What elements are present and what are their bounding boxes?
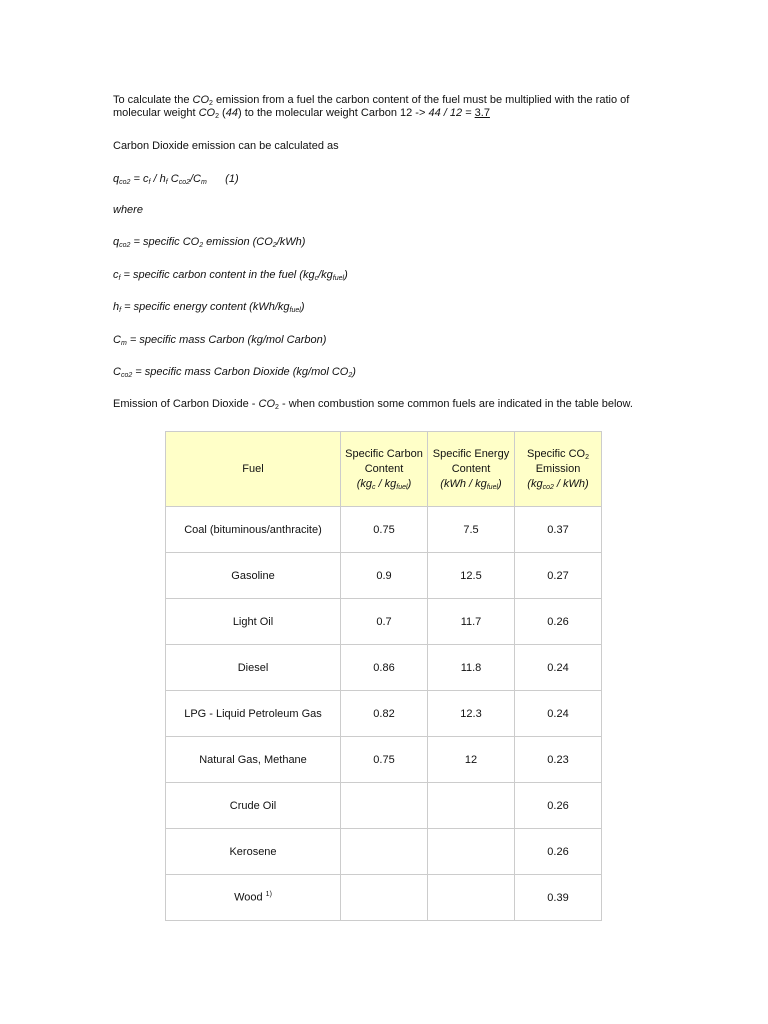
- cell-carbon: 0.9: [341, 553, 428, 599]
- cell-co2: 0.26: [515, 829, 602, 875]
- cell-energy: [428, 829, 515, 875]
- ratio-text: 44 / 12 =: [428, 107, 475, 119]
- cell-co2: 0.26: [515, 599, 602, 645]
- ratio-result: 3.7: [474, 107, 490, 119]
- cell-fuel: Gasoline: [166, 553, 341, 599]
- cell-energy: 11.7: [428, 599, 515, 645]
- cell-carbon: 0.75: [341, 737, 428, 783]
- cell-carbon: 0.86: [341, 645, 428, 691]
- footnote-marker: 1): [265, 891, 272, 899]
- calc-line: Carbon Dioxide emission can be calculated as: [113, 140, 339, 152]
- cell-fuel: Kerosene: [166, 829, 341, 875]
- co2-subscript-2: 2: [215, 113, 219, 120]
- cell-fuel: Diesel: [166, 645, 341, 691]
- emission-intro: Emission of Carbon Dioxide - $CO_2$ - when combustion some common fuels are indicated in the table below.: [113, 398, 633, 411]
- fuel-emission-table: [165, 431, 602, 921]
- intro-text-b: emission from a fuel the carbon content of the fuel must be multiplied with the ratio of molecular weight: [113, 94, 630, 119]
- cell-energy: 12.5: [428, 553, 515, 599]
- cell-energy: [428, 783, 515, 829]
- cell-carbon: 0.7: [341, 599, 428, 645]
- def-q: $q_{co2}$ = specific $CO_2$ emission $(CO_2/kWh)$: [113, 236, 306, 249]
- where-label: where: [113, 204, 143, 216]
- def-h: $h_f$ = specific energy content $(kWh/kg_{fuel})$: [113, 301, 305, 314]
- co2-term: CO: [192, 94, 209, 106]
- intro-text-c: to the molecular weight Carbon 12 ->: [241, 107, 429, 119]
- cell-co2: 0.26: [515, 783, 602, 829]
- cell-co2: 0.27: [515, 553, 602, 599]
- header-carbon-content: Specific Carbon Content $(kg_c / kg_{fuel})$: [341, 432, 428, 507]
- table-row: [166, 783, 602, 829]
- cell-carbon: [341, 875, 428, 921]
- molecular-weight: 44: [225, 107, 238, 119]
- cell-carbon: [341, 783, 428, 829]
- cell-carbon: 0.82: [341, 691, 428, 737]
- table-row: [166, 691, 602, 737]
- cell-co2: 0.37: [515, 507, 602, 553]
- equation: $q_{co2} = c_f / h_f$ $C_{co2}/C_m$ (1): [113, 173, 239, 186]
- cell-energy: 12: [428, 737, 515, 783]
- cell-energy: 11.8: [428, 645, 515, 691]
- intro-text-a: To calculate the: [113, 94, 193, 106]
- cell-fuel: Light Oil: [166, 599, 341, 645]
- cell-fuel: Crude Oil: [166, 783, 341, 829]
- cell-co2: 0.23: [515, 737, 602, 783]
- header-co2-emission: Specific $CO_2$ Emission $(kg_{co2} / kWh)$: [515, 432, 602, 507]
- table-row: [166, 737, 602, 783]
- co2-term-2: CO: [198, 107, 216, 119]
- equation-number: (1): [225, 173, 239, 185]
- def-cco2: $C_{co2}$ = specific mass Carbon Dioxide (kg/mol $CO_2$): [113, 366, 356, 379]
- cell-fuel: Wood $^{1)}$: [166, 875, 341, 921]
- cell-co2: 0.24: [515, 645, 602, 691]
- cell-co2: 0.39: [515, 875, 602, 921]
- co2-subscript: 2: [209, 100, 213, 107]
- table-row: [166, 875, 602, 921]
- intro-paragraph: To calculate the $CO_2$ emission from a fuel the carbon content of the fuel must be multiplied with the ratio of molecular weight $CO_2$ (44) to the molecular weight Carbon 12 -> 44 / 12 = 3.7: [113, 94, 630, 120]
- cell-carbon: 0.75: [341, 507, 428, 553]
- cell-energy: [428, 875, 515, 921]
- header-energy-content: Specific Energy Content $(kWh / kg_{fuel})$: [428, 432, 515, 507]
- table-row: [166, 645, 602, 691]
- table-header-row: [166, 432, 602, 507]
- table-row: [166, 599, 602, 645]
- cell-fuel: Natural Gas, Methane: [166, 737, 341, 783]
- cell-energy: 12.3: [428, 691, 515, 737]
- table-row: [166, 829, 602, 875]
- cell-fuel: Coal (bituminous/anthracite): [166, 507, 341, 553]
- def-cm: $C_m$ = specific mass Carbon (kg/mol Carbon): [113, 334, 327, 347]
- cell-carbon: [341, 829, 428, 875]
- cell-fuel: LPG - Liquid Petroleum Gas: [166, 691, 341, 737]
- table-row: [166, 553, 602, 599]
- cell-co2: 0.24: [515, 691, 602, 737]
- cell-energy: 7.5: [428, 507, 515, 553]
- table-row: [166, 507, 602, 553]
- header-fuel: Fuel: [166, 432, 341, 507]
- def-c: $c_f$ = specific carbon content in the fuel $(kg_c/kg_{fuel})$: [113, 269, 348, 282]
